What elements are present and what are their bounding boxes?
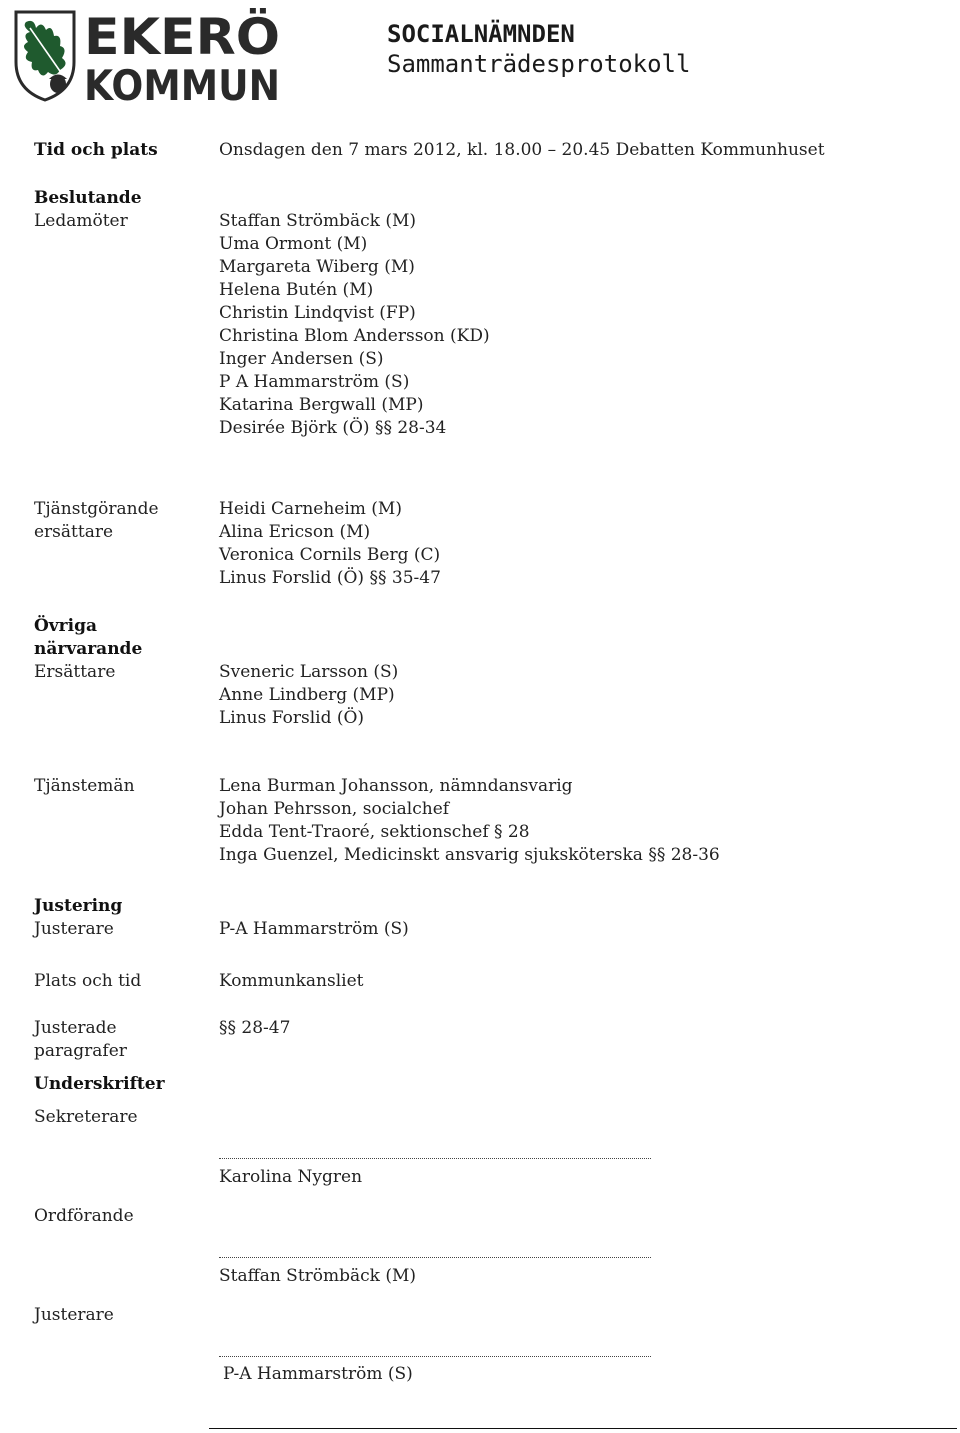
list-item: Linus Forslid (Ö) §§ 35-47 bbox=[219, 568, 441, 588]
chair-name: Staffan Strömbäck (M) bbox=[219, 1266, 417, 1286]
signatures-heading: Underskrifter bbox=[34, 1074, 165, 1094]
others-present-heading: Övriga närvarande bbox=[34, 616, 143, 659]
adjusted-paragraphs-label: Justerade paragrafer bbox=[34, 1018, 127, 1061]
place-time-value: Kommunkansliet bbox=[219, 971, 364, 991]
list-item: Heidi Carneheim (M) bbox=[219, 499, 402, 519]
place-time-label: Plats och tid bbox=[34, 971, 142, 991]
list-item: Katarina Bergwall (MP) bbox=[219, 395, 424, 415]
others-present-list bbox=[219, 661, 398, 730]
adjuster-label: Justerare bbox=[34, 919, 114, 939]
list-item: Inga Guenzel, Medicinskt ansvarig sjuksköterska §§ 28-36 bbox=[219, 845, 720, 865]
list-item: P A Hammarström (S) bbox=[219, 372, 410, 392]
adjuster-value: P-A Hammarström (S) bbox=[219, 919, 409, 939]
list-item: Inger Andersen (S) bbox=[219, 349, 384, 369]
list-item: Veronica Cornils Berg (C) bbox=[219, 545, 441, 565]
list-item: Helena Butén (M) bbox=[219, 280, 374, 300]
members-list bbox=[219, 210, 490, 440]
time-place-value: Onsdagen den 7 mars 2012, kl. 18.00 – 20.45 Debatten Kommunhuset bbox=[219, 140, 825, 160]
list-item: Margareta Wiberg (M) bbox=[219, 257, 415, 277]
organization-name: SOCIALNÄMNDEN bbox=[387, 20, 575, 48]
serving-substitutes-list bbox=[219, 498, 441, 590]
list-item: Johan Pehrsson, socialchef bbox=[219, 799, 450, 819]
list-item: Christin Lindqvist (FP) bbox=[219, 303, 416, 323]
list-item: Alina Ericson (M) bbox=[219, 522, 371, 542]
list-item: Linus Forslid (Ö) bbox=[219, 708, 365, 728]
signature-line bbox=[219, 1158, 651, 1159]
secretary-label: Sekreterare bbox=[34, 1107, 138, 1127]
decisive-heading: Beslutande bbox=[34, 188, 142, 208]
officials-list bbox=[219, 775, 720, 867]
time-place-label: Tid och plats bbox=[34, 140, 158, 160]
document-type: Sammanträdesprotokoll bbox=[387, 50, 691, 78]
footer-rule bbox=[209, 1428, 957, 1429]
adjusted-paragraphs-value: §§ 28-47 bbox=[219, 1018, 291, 1038]
officials-label: Tjänstemän bbox=[34, 776, 135, 796]
list-item: Lena Burman Johansson, nämndansvarig bbox=[219, 776, 573, 796]
list-item: Desirée Björk (Ö) §§ 28-34 bbox=[219, 418, 447, 438]
ekero-kommun-logo bbox=[12, 8, 282, 104]
signature-line bbox=[219, 1356, 651, 1357]
list-item: Anne Lindberg (MP) bbox=[219, 685, 395, 705]
signature-adjuster-label: Justerare bbox=[34, 1305, 114, 1325]
chair-label: Ordförande bbox=[34, 1206, 134, 1226]
document-header bbox=[387, 19, 690, 79]
signature-line bbox=[219, 1257, 651, 1258]
logo-line1: EKERÖ bbox=[84, 8, 273, 66]
substitutes-label: Ersättare bbox=[34, 662, 116, 682]
list-item: Staffan Strömbäck (M) bbox=[219, 211, 417, 231]
logo-line2: KOMMUN bbox=[84, 61, 280, 104]
signature-adjuster-name: P-A Hammarström (S) bbox=[223, 1364, 413, 1384]
members-label: Ledamöter bbox=[34, 211, 128, 231]
serving-substitutes-label: Tjänstgörande ersättare bbox=[34, 499, 159, 542]
list-item: Sveneric Larsson (S) bbox=[219, 662, 399, 682]
adjustment-heading: Justering bbox=[34, 896, 123, 916]
list-item: Christina Blom Andersson (KD) bbox=[219, 326, 490, 346]
list-item: Edda Tent-Traoré, sektionschef § 28 bbox=[219, 822, 530, 842]
list-item: Uma Ormont (M) bbox=[219, 234, 368, 254]
secretary-name: Karolina Nygren bbox=[219, 1167, 363, 1187]
